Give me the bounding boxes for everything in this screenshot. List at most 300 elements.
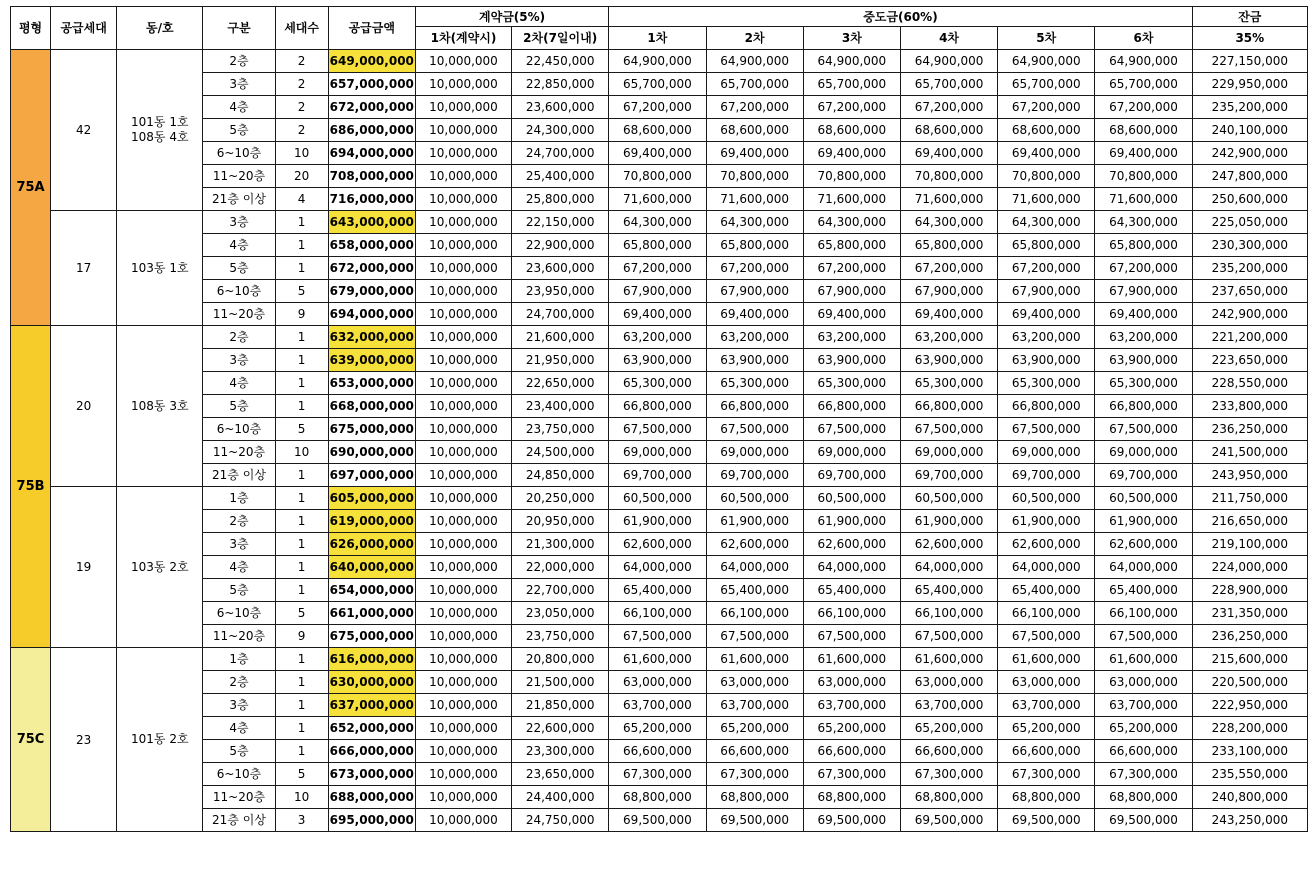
deposit-1-cell: 10,000,000 [415,441,511,464]
supply-price-cell: 639,000,000 [328,349,415,372]
mid-payment-2-cell: 63,900,000 [706,349,803,372]
deposit-1-cell: 10,000,000 [415,395,511,418]
mid-payment-6-cell: 70,800,000 [1095,165,1192,188]
table-row [11,234,1308,257]
mid-payment-1-cell: 63,000,000 [609,671,706,694]
mid-payment-6-cell: 62,600,000 [1095,533,1192,556]
mid-payment-5-cell: 70,800,000 [998,165,1095,188]
unit-count-cell: 5 [275,418,328,441]
mid-payment-2-cell: 65,700,000 [706,73,803,96]
header-dong: 동/호 [117,7,203,50]
deposit-1-cell: 10,000,000 [415,556,511,579]
unit-count-cell: 1 [275,211,328,234]
floor-cell: 3층 [203,694,275,717]
balance-cell: 227,150,000 [1192,50,1307,73]
table-row [11,349,1308,372]
floor-cell: 4층 [203,717,275,740]
deposit-2-cell: 20,950,000 [512,510,609,533]
floor-cell: 21층 이상 [203,188,275,211]
mid-payment-3-cell: 64,000,000 [803,556,900,579]
deposit-1-cell: 10,000,000 [415,280,511,303]
mid-payment-2-cell: 67,500,000 [706,418,803,441]
supply-price-cell: 673,000,000 [328,763,415,786]
mid-payment-2-cell: 60,500,000 [706,487,803,510]
mid-payment-6-cell: 67,200,000 [1095,96,1192,119]
unit-count-cell: 1 [275,510,328,533]
supply-price-cell: 661,000,000 [328,602,415,625]
mid-payment-6-cell: 69,400,000 [1095,303,1192,326]
supply-price-cell: 686,000,000 [328,119,415,142]
mid-payment-2-cell: 65,800,000 [706,234,803,257]
deposit-1-cell: 10,000,000 [415,326,511,349]
floor-cell: 5층 [203,740,275,763]
header-middle-payment: 중도금(60%) [609,7,1192,27]
header-balance: 잔금 [1192,7,1307,27]
supply-price-cell: 630,000,000 [328,671,415,694]
mid-payment-3-cell: 65,400,000 [803,579,900,602]
mid-payment-1-cell: 69,000,000 [609,441,706,464]
mid-payment-2-cell: 66,100,000 [706,602,803,625]
mid-payment-6-cell: 68,600,000 [1095,119,1192,142]
balance-cell: 236,250,000 [1192,625,1307,648]
mid-payment-3-cell: 68,800,000 [803,786,900,809]
deposit-2-cell: 25,800,000 [512,188,609,211]
mid-payment-1-cell: 63,900,000 [609,349,706,372]
mid-payment-6-cell: 63,900,000 [1095,349,1192,372]
floor-cell: 4층 [203,556,275,579]
mid-payment-2-cell: 63,700,000 [706,694,803,717]
deposit-2-cell: 22,450,000 [512,50,609,73]
deposit-2-cell: 21,600,000 [512,326,609,349]
balance-cell: 230,300,000 [1192,234,1307,257]
balance-cell: 231,350,000 [1192,602,1307,625]
table-row [11,257,1308,280]
balance-cell: 229,950,000 [1192,73,1307,96]
mid-payment-1-cell: 65,200,000 [609,717,706,740]
supply-units-cell: 23 [51,648,117,832]
mid-payment-2-cell: 65,400,000 [706,579,803,602]
table-body [11,50,1308,832]
mid-payment-2-cell: 67,200,000 [706,96,803,119]
supply-price-cell: 640,000,000 [328,556,415,579]
mid-payment-1-cell: 68,800,000 [609,786,706,809]
mid-payment-5-cell: 69,400,000 [998,142,1095,165]
floor-cell: 6~10층 [203,763,275,786]
unit-count-cell: 1 [275,579,328,602]
mid-payment-2-cell: 71,600,000 [706,188,803,211]
mid-payment-1-cell: 69,500,000 [609,809,706,832]
table-row [11,602,1308,625]
header-floor: 구분 [203,7,275,50]
mid-payment-3-cell: 69,700,000 [803,464,900,487]
supply-price-cell: 672,000,000 [328,96,415,119]
supply-price-cell: 643,000,000 [328,211,415,234]
mid-payment-4-cell: 61,900,000 [900,510,997,533]
floor-cell: 11~20층 [203,303,275,326]
payment-schedule-table [10,6,1308,832]
mid-payment-3-cell: 64,300,000 [803,211,900,234]
mid-payment-6-cell: 71,600,000 [1095,188,1192,211]
header-units: 공급세대 [51,7,117,50]
supply-price-cell: 632,000,000 [328,326,415,349]
table-row [11,211,1308,234]
mid-payment-3-cell: 65,200,000 [803,717,900,740]
deposit-2-cell: 23,950,000 [512,280,609,303]
mid-payment-4-cell: 61,600,000 [900,648,997,671]
mid-payment-3-cell: 66,800,000 [803,395,900,418]
mid-payment-3-cell: 62,600,000 [803,533,900,556]
deposit-1-cell: 10,000,000 [415,671,511,694]
mid-payment-5-cell: 67,200,000 [998,257,1095,280]
mid-payment-4-cell: 64,900,000 [900,50,997,73]
mid-payment-5-cell: 68,800,000 [998,786,1095,809]
balance-cell: 222,950,000 [1192,694,1307,717]
table-row [11,487,1308,510]
mid-payment-4-cell: 65,400,000 [900,579,997,602]
floor-cell: 5층 [203,395,275,418]
mid-payment-1-cell: 67,200,000 [609,96,706,119]
deposit-2-cell: 21,950,000 [512,349,609,372]
mid-payment-1-cell: 69,700,000 [609,464,706,487]
mid-payment-4-cell: 69,700,000 [900,464,997,487]
table-row [11,579,1308,602]
unit-count-cell: 5 [275,280,328,303]
mid-payment-2-cell: 66,600,000 [706,740,803,763]
mid-payment-5-cell: 66,600,000 [998,740,1095,763]
mid-payment-4-cell: 70,800,000 [900,165,997,188]
supply-price-cell: 716,000,000 [328,188,415,211]
mid-payment-1-cell: 61,600,000 [609,648,706,671]
mid-payment-4-cell: 63,700,000 [900,694,997,717]
deposit-2-cell: 23,300,000 [512,740,609,763]
mid-payment-4-cell: 65,200,000 [900,717,997,740]
table-row [11,786,1308,809]
mid-payment-1-cell: 63,700,000 [609,694,706,717]
deposit-1-cell: 10,000,000 [415,142,511,165]
deposit-2-cell: 20,250,000 [512,487,609,510]
unit-count-cell: 1 [275,349,328,372]
mid-payment-4-cell: 63,200,000 [900,326,997,349]
mid-payment-4-cell: 68,600,000 [900,119,997,142]
deposit-2-cell: 21,300,000 [512,533,609,556]
table-row [11,372,1308,395]
balance-cell: 224,000,000 [1192,556,1307,579]
mid-payment-2-cell: 69,400,000 [706,142,803,165]
supply-price-cell: 672,000,000 [328,257,415,280]
supply-price-cell: 657,000,000 [328,73,415,96]
supply-price-cell: 654,000,000 [328,579,415,602]
mid-payment-1-cell: 62,600,000 [609,533,706,556]
deposit-2-cell: 23,400,000 [512,395,609,418]
unit-count-cell: 1 [275,257,328,280]
supply-price-cell: 637,000,000 [328,694,415,717]
mid-payment-5-cell: 67,500,000 [998,625,1095,648]
mid-payment-2-cell: 61,900,000 [706,510,803,533]
mid-payment-2-cell: 69,700,000 [706,464,803,487]
mid-payment-6-cell: 65,200,000 [1095,717,1192,740]
deposit-1-cell: 10,000,000 [415,763,511,786]
deposit-1-cell: 10,000,000 [415,418,511,441]
deposit-1-cell: 10,000,000 [415,303,511,326]
deposit-1-cell: 10,000,000 [415,119,511,142]
balance-cell: 219,100,000 [1192,533,1307,556]
table-row [11,326,1308,349]
mid-payment-3-cell: 69,500,000 [803,809,900,832]
mid-payment-4-cell: 63,900,000 [900,349,997,372]
supply-price-cell: 666,000,000 [328,740,415,763]
table-row [11,96,1308,119]
table-row [11,418,1308,441]
mid-payment-5-cell: 64,000,000 [998,556,1095,579]
header-mid-2: 2차 [706,27,803,50]
mid-payment-2-cell: 69,400,000 [706,303,803,326]
mid-payment-6-cell: 69,700,000 [1095,464,1192,487]
mid-payment-6-cell: 60,500,000 [1095,487,1192,510]
deposit-1-cell: 10,000,000 [415,165,511,188]
floor-cell: 5층 [203,257,275,280]
floor-cell: 6~10층 [203,280,275,303]
deposit-1-cell: 10,000,000 [415,73,511,96]
mid-payment-3-cell: 65,800,000 [803,234,900,257]
mid-payment-5-cell: 61,900,000 [998,510,1095,533]
floor-cell: 11~20층 [203,165,275,188]
table-row [11,809,1308,832]
unit-count-cell: 5 [275,602,328,625]
mid-payment-3-cell: 70,800,000 [803,165,900,188]
deposit-2-cell: 24,300,000 [512,119,609,142]
unit-count-cell: 1 [275,533,328,556]
mid-payment-3-cell: 67,200,000 [803,96,900,119]
balance-cell: 242,900,000 [1192,303,1307,326]
floor-cell: 4층 [203,96,275,119]
deposit-1-cell: 10,000,000 [415,257,511,280]
mid-payment-5-cell: 66,100,000 [998,602,1095,625]
mid-payment-4-cell: 69,400,000 [900,142,997,165]
mid-payment-4-cell: 62,600,000 [900,533,997,556]
table-row [11,763,1308,786]
deposit-2-cell: 22,850,000 [512,73,609,96]
mid-payment-3-cell: 66,100,000 [803,602,900,625]
mid-payment-2-cell: 65,200,000 [706,717,803,740]
mid-payment-6-cell: 67,300,000 [1095,763,1192,786]
mid-payment-1-cell: 61,900,000 [609,510,706,533]
unit-count-cell: 10 [275,441,328,464]
deposit-1-cell: 10,000,000 [415,625,511,648]
floor-cell: 2층 [203,50,275,73]
deposit-2-cell: 20,800,000 [512,648,609,671]
mid-payment-5-cell: 65,800,000 [998,234,1095,257]
header-mid-4: 4차 [900,27,997,50]
balance-cell: 243,250,000 [1192,809,1307,832]
mid-payment-3-cell: 67,200,000 [803,257,900,280]
balance-cell: 225,050,000 [1192,211,1307,234]
deposit-1-cell: 10,000,000 [415,50,511,73]
table-row [11,464,1308,487]
mid-payment-3-cell: 63,700,000 [803,694,900,717]
mid-payment-5-cell: 66,800,000 [998,395,1095,418]
mid-payment-5-cell: 63,000,000 [998,671,1095,694]
mid-payment-2-cell: 67,900,000 [706,280,803,303]
deposit-1-cell: 10,000,000 [415,349,511,372]
mid-payment-3-cell: 67,500,000 [803,625,900,648]
deposit-1-cell: 10,000,000 [415,211,511,234]
balance-cell: 233,100,000 [1192,740,1307,763]
unit-count-cell: 20 [275,165,328,188]
unit-count-cell: 1 [275,372,328,395]
balance-cell: 215,600,000 [1192,648,1307,671]
mid-payment-6-cell: 69,400,000 [1095,142,1192,165]
mid-payment-2-cell: 66,800,000 [706,395,803,418]
mid-payment-5-cell: 61,600,000 [998,648,1095,671]
mid-payment-1-cell: 64,000,000 [609,556,706,579]
deposit-2-cell: 23,050,000 [512,602,609,625]
unit-count-cell: 2 [275,96,328,119]
supply-price-cell: 675,000,000 [328,625,415,648]
mid-payment-6-cell: 63,700,000 [1095,694,1192,717]
table-row [11,188,1308,211]
mid-payment-3-cell: 68,600,000 [803,119,900,142]
mid-payment-4-cell: 68,800,000 [900,786,997,809]
mid-payment-1-cell: 60,500,000 [609,487,706,510]
table-row [11,556,1308,579]
mid-payment-5-cell: 60,500,000 [998,487,1095,510]
unit-count-cell: 9 [275,625,328,648]
unit-count-cell: 1 [275,648,328,671]
mid-payment-6-cell: 63,200,000 [1095,326,1192,349]
mid-payment-6-cell: 64,000,000 [1095,556,1192,579]
mid-payment-5-cell: 69,400,000 [998,303,1095,326]
table-row [11,303,1308,326]
dong-ho-cell [117,648,203,832]
mid-payment-4-cell: 65,300,000 [900,372,997,395]
mid-payment-6-cell: 65,300,000 [1095,372,1192,395]
dong-ho-cell [117,326,203,487]
unit-count-cell: 1 [275,487,328,510]
deposit-1-cell: 10,000,000 [415,464,511,487]
unit-count-cell: 3 [275,809,328,832]
mid-payment-3-cell: 69,400,000 [803,142,900,165]
supply-price-cell: 649,000,000 [328,50,415,73]
mid-payment-1-cell: 71,600,000 [609,188,706,211]
mid-payment-1-cell: 68,600,000 [609,119,706,142]
unit-count-cell: 9 [275,303,328,326]
mid-payment-5-cell: 69,500,000 [998,809,1095,832]
deposit-2-cell: 24,700,000 [512,142,609,165]
supply-price-cell: 708,000,000 [328,165,415,188]
mid-payment-6-cell: 67,900,000 [1095,280,1192,303]
unit-count-cell: 1 [275,326,328,349]
mid-payment-5-cell: 65,700,000 [998,73,1095,96]
mid-payment-3-cell: 69,400,000 [803,303,900,326]
balance-cell: 216,650,000 [1192,510,1307,533]
mid-payment-4-cell: 67,900,000 [900,280,997,303]
mid-payment-3-cell: 67,500,000 [803,418,900,441]
unit-count-cell: 1 [275,717,328,740]
deposit-2-cell: 22,650,000 [512,372,609,395]
mid-payment-3-cell: 69,000,000 [803,441,900,464]
header-count: 세대수 [275,7,328,50]
unit-count-cell: 10 [275,142,328,165]
floor-cell: 3층 [203,73,275,96]
supply-price-cell: 652,000,000 [328,717,415,740]
floor-cell: 6~10층 [203,418,275,441]
unit-count-cell: 1 [275,740,328,763]
dong-ho-line: 103동 1호 [131,260,189,275]
mid-payment-6-cell: 61,900,000 [1095,510,1192,533]
header-balance-pct: 35% [1192,27,1307,50]
deposit-2-cell: 21,850,000 [512,694,609,717]
deposit-2-cell: 22,600,000 [512,717,609,740]
table-row [11,648,1308,671]
mid-payment-3-cell: 63,000,000 [803,671,900,694]
mid-payment-2-cell: 67,200,000 [706,257,803,280]
mid-payment-1-cell: 69,400,000 [609,142,706,165]
mid-payment-1-cell: 65,800,000 [609,234,706,257]
unit-count-cell: 1 [275,671,328,694]
mid-payment-1-cell: 64,900,000 [609,50,706,73]
mid-payment-3-cell: 63,900,000 [803,349,900,372]
unit-count-cell: 4 [275,188,328,211]
header-mid-5: 5차 [998,27,1095,50]
mid-payment-2-cell: 70,800,000 [706,165,803,188]
mid-payment-2-cell: 68,600,000 [706,119,803,142]
mid-payment-4-cell: 66,100,000 [900,602,997,625]
table-row [11,441,1308,464]
unit-count-cell: 5 [275,763,328,786]
balance-cell: 237,650,000 [1192,280,1307,303]
deposit-2-cell: 23,650,000 [512,763,609,786]
mid-payment-1-cell: 66,600,000 [609,740,706,763]
deposit-1-cell: 10,000,000 [415,487,511,510]
table-row [11,165,1308,188]
balance-cell: 236,250,000 [1192,418,1307,441]
supply-price-cell: 619,000,000 [328,510,415,533]
mid-payment-6-cell: 63,000,000 [1095,671,1192,694]
mid-payment-3-cell: 64,900,000 [803,50,900,73]
dong-ho-line: 101동 1호 [131,115,189,129]
mid-payment-2-cell: 64,300,000 [706,211,803,234]
floor-cell: 11~20층 [203,786,275,809]
header-mid-3: 3차 [803,27,900,50]
mid-payment-2-cell: 67,500,000 [706,625,803,648]
mid-payment-3-cell: 67,900,000 [803,280,900,303]
balance-cell: 220,500,000 [1192,671,1307,694]
mid-payment-5-cell: 65,300,000 [998,372,1095,395]
table-row [11,395,1308,418]
mid-payment-6-cell: 67,500,000 [1095,625,1192,648]
mid-payment-5-cell: 67,200,000 [998,96,1095,119]
unit-count-cell: 1 [275,395,328,418]
mid-payment-2-cell: 64,000,000 [706,556,803,579]
deposit-1-cell: 10,000,000 [415,648,511,671]
floor-cell: 2층 [203,326,275,349]
mid-payment-6-cell: 66,100,000 [1095,602,1192,625]
unit-count-cell: 1 [275,694,328,717]
mid-payment-1-cell: 66,800,000 [609,395,706,418]
header-deposit: 계약금(5%) [415,7,608,27]
unit-count-cell: 2 [275,50,328,73]
table-row [11,740,1308,763]
mid-payment-6-cell: 66,800,000 [1095,395,1192,418]
header-mid-1: 1차 [609,27,706,50]
floor-cell: 21층 이상 [203,464,275,487]
mid-payment-6-cell: 67,500,000 [1095,418,1192,441]
header-price: 공급금액 [328,7,415,50]
mid-payment-5-cell: 69,700,000 [998,464,1095,487]
table-row [11,625,1308,648]
mid-payment-3-cell: 65,700,000 [803,73,900,96]
balance-cell: 240,800,000 [1192,786,1307,809]
